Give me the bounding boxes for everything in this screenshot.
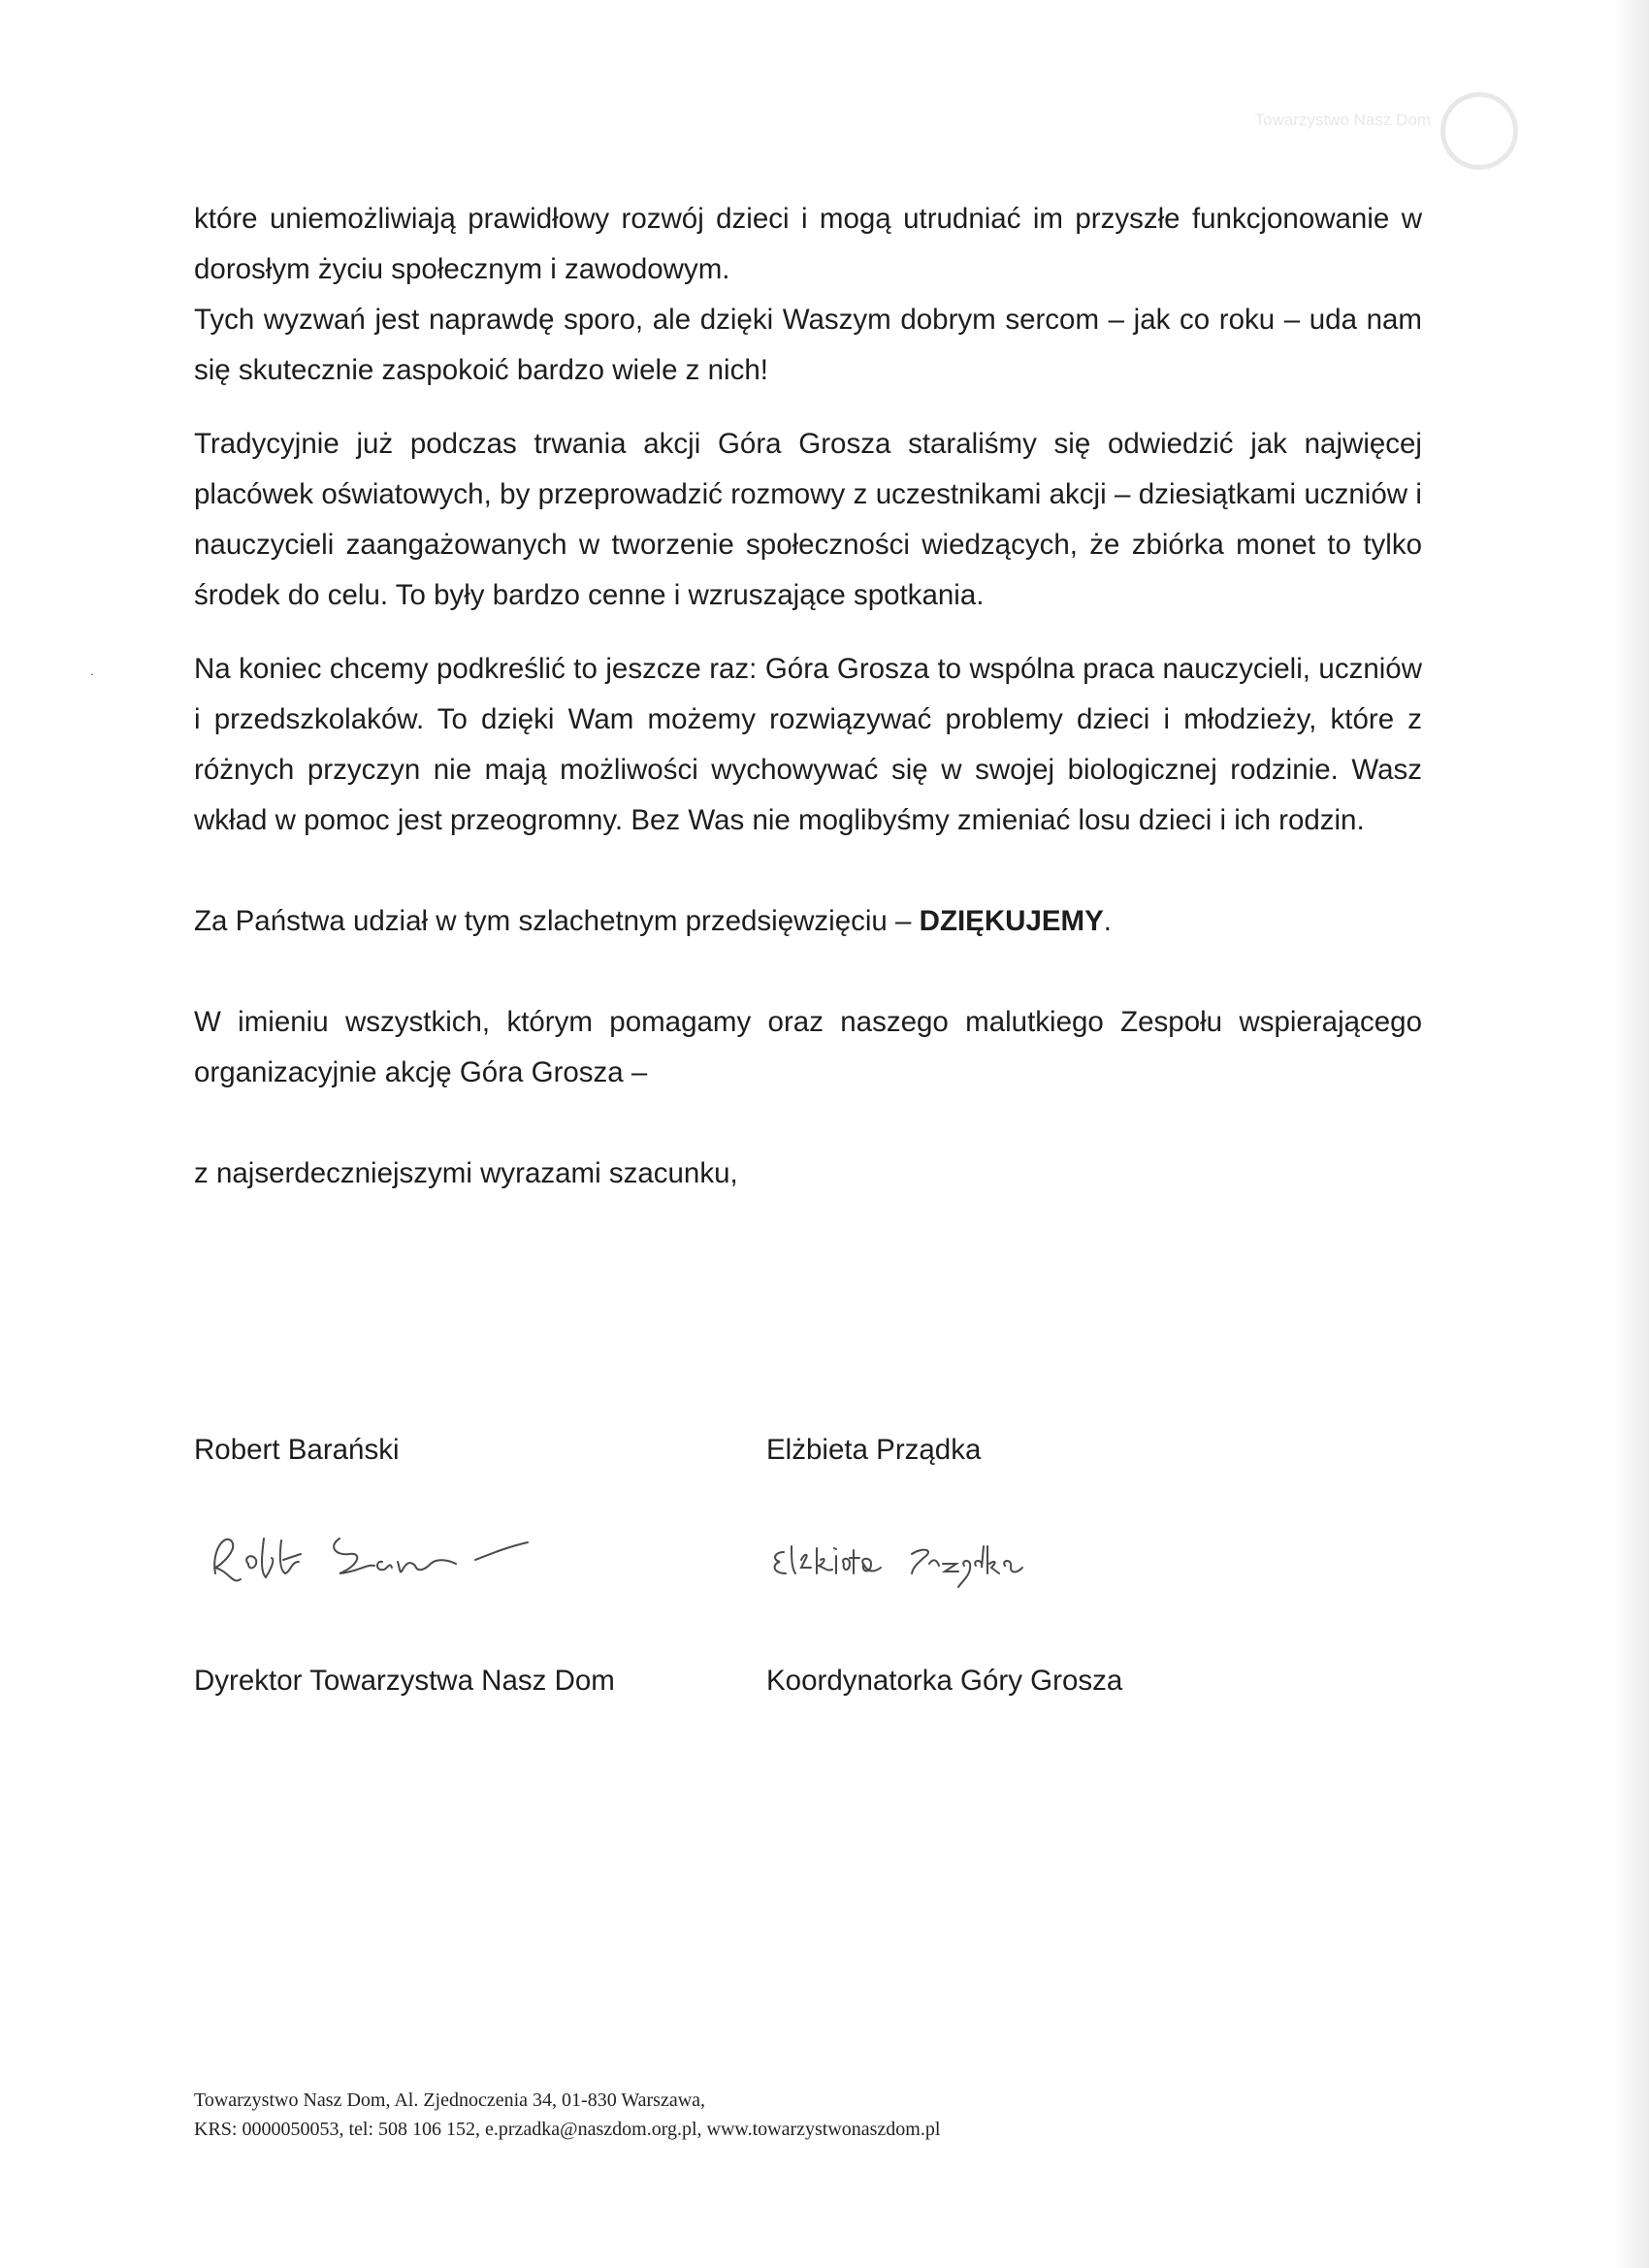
paragraph-2: Tych wyzwań jest naprawdę sporo, ale dzięki Waszym dobrym sercom – jak co roku – uda nam się skutecznie zaspokoić bardzo wiele z nich!: [194, 304, 1422, 386]
thanks-tail: .: [1103, 905, 1112, 937]
thanks-emphasis: DZIĘKUJEMY: [919, 905, 1104, 937]
signer-role: Dyrektor Towarzystwa Nasz Dom: [194, 1665, 615, 1697]
signer-left: [194, 1431, 766, 1697]
closing-line: z najserdeczniejszymi wyrazami szacunku,: [194, 1157, 738, 1189]
signer-name: Elżbieta Prządka: [766, 1434, 982, 1466]
footer-contact: KRS: 0000050053, tel: 508 106 152, e.przadka@naszdom.org.pl, www.towarzystwonaszdom.pl: [194, 2119, 941, 2140]
handwritten-signature-right: [757, 1504, 1106, 1601]
letter-footer: [194, 2086, 940, 2144]
footer-address: Towarzystwo Nasz Dom, Al. Zjednoczenia 34, 01-830 Warszawa,: [194, 2090, 706, 2111]
letterhead-logo: [1217, 92, 1528, 179]
page-edge-shadow: [1614, 0, 1649, 2268]
paragraph-3: Tradycyjnie już podczas trwania akcji Góra Grosza staraliśmy się odwiedzić jak najwięcej placówek oświatowych, by przeprowadzić rozmowy z uczestnikami akcji – dziesiątkami uczniów i nauczycieli zaangażowanych w tworzenie społeczności wiedzących, że zbiórka monet to tylko środek do celu. To były bardzo cenne i wzruszające spotkania.: [194, 428, 1422, 611]
signer-right: [766, 1431, 1348, 1697]
paragraph-thanks: [194, 896, 1422, 947]
signer-role: Koordynatorka Góry Grosza: [766, 1665, 1123, 1697]
paragraph-1: które uniemożliwiają prawidłowy rozwój dzieci i mogą utrudniać im przyszłe funkcjonowanie w dorosłym życiu społecznym i zawodowym.: [194, 203, 1422, 285]
signer-name: Robert Barański: [194, 1434, 400, 1466]
thanks-lead: Za Państwa udział w tym szlachetnym przedsięwzięciu –: [194, 905, 920, 937]
handwritten-signature-left: [194, 1504, 543, 1601]
logo-circle-icon: [1440, 92, 1518, 170]
logo-text: Towarzystwo Nasz Dom: [1254, 111, 1431, 129]
paragraph-4: Na koniec chcemy podkreślić to jeszcze raz: Góra Grosza to wspólna praca nauczycieli, uczniów i przedszkolaków. To dzięki Wam możemy rozwiązywać problemy dzieci i młodzieży, które z różnych przyczyn nie mają możliwości wychowywać się w swojej biologicznej rodzinie. Wasz wkład w pomoc jest przeogromny. Bez Was nie moglibyśmy zmieniać losu dzieci i ich rodzin.: [194, 653, 1422, 836]
paragraph-on-behalf: W imieniu wszystkich, którym pomagamy oraz naszego malutkiego Zespołu wspierającego organizacyjnie akcję Góra Grosza –: [194, 1006, 1422, 1088]
scan-speck: ˙: [90, 672, 96, 689]
letter-body: [194, 194, 1422, 1222]
